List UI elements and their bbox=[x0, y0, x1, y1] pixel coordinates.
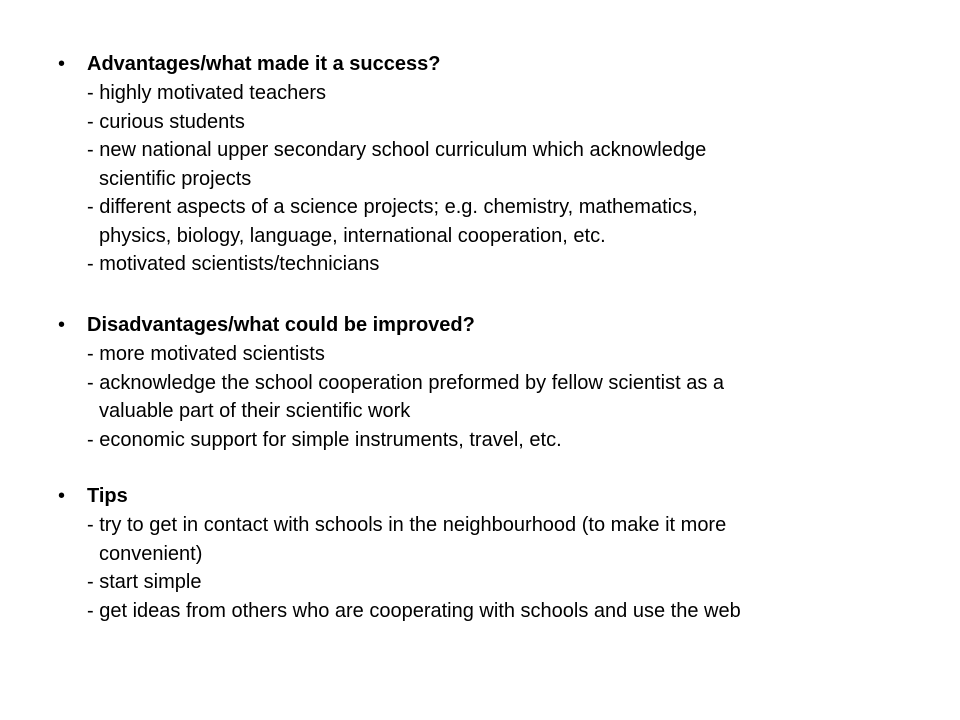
list-item: - highly motivated teachers bbox=[87, 82, 327, 104]
list-item: - curious students bbox=[87, 110, 245, 133]
list-item: - motivated scientists/technicians bbox=[87, 253, 380, 275]
section-heading: Tips bbox=[87, 485, 128, 507]
list-item: - different aspects of a science projects; e.g. chemistry, mathematics, bbox=[87, 196, 698, 218]
bullet-icon: • bbox=[58, 485, 66, 507]
list-item: - get ideas from others who are cooperating with schools and use the web bbox=[87, 599, 741, 622]
list-item: - try to get in contact with schools in the neighbourhood (to make it more bbox=[87, 514, 727, 536]
list-item-continuation: convenient) bbox=[99, 542, 203, 565]
bullet-icon: • bbox=[58, 53, 66, 75]
section-heading: Disadvantages/what could be improved? bbox=[87, 314, 475, 336]
list-item: - more motivated scientists bbox=[87, 343, 325, 365]
list-item-continuation: valuable part of their scientific work bbox=[99, 400, 411, 422]
section-lines bbox=[87, 79, 706, 279]
list-item: - acknowledge the school cooperation preformed by fellow scientist as a bbox=[87, 371, 725, 394]
bullet-icon: • bbox=[58, 314, 66, 336]
list-item: - new national upper secondary school curriculum which acknowledge bbox=[87, 139, 707, 161]
list-item: - start simple bbox=[87, 571, 202, 593]
list-item: - economic support for simple instruments, travel, etc. bbox=[87, 428, 562, 451]
section-lines bbox=[87, 511, 741, 625]
list-item-continuation: physics, biology, language, international cooperation, etc. bbox=[99, 224, 606, 247]
list-item-continuation: scientific projects bbox=[99, 167, 252, 190]
section-heading: Advantages/what made it a success? bbox=[87, 53, 441, 75]
section-lines bbox=[87, 340, 724, 454]
